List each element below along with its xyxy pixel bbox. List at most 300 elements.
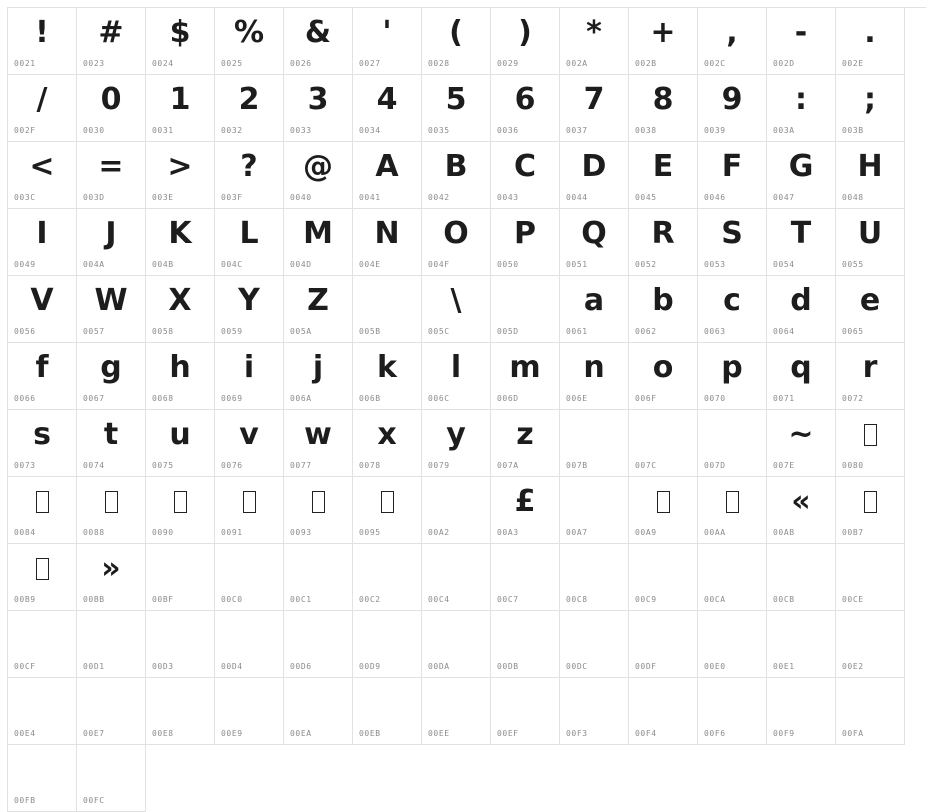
glyph-cell[interactable] (491, 477, 560, 544)
glyph-codepoint-label: 0045 (635, 193, 657, 202)
glyph-codepoint-label: 00A3 (497, 528, 519, 537)
glyph-cell[interactable] (698, 276, 767, 343)
glyph-codepoint-label: 00EE (428, 729, 450, 738)
glyph-preview (77, 680, 145, 726)
glyph-preview: ' (382, 15, 392, 50)
glyph-cell[interactable] (698, 142, 767, 209)
glyph-preview (422, 613, 490, 659)
glyph-cell[interactable] (767, 8, 836, 75)
glyph-preview: Z (307, 283, 329, 318)
glyph-codepoint-label: 00E1 (773, 662, 795, 671)
glyph-cell[interactable] (560, 276, 629, 343)
glyph-cell[interactable] (77, 477, 146, 544)
glyph-cell[interactable] (836, 276, 905, 343)
glyph-codepoint-label: 005A (290, 327, 312, 336)
glyph-codepoint-label: 00E7 (83, 729, 105, 738)
glyph-codepoint-label: 0070 (704, 394, 726, 403)
glyph-cell[interactable] (767, 209, 836, 276)
glyph-codepoint-label: 00F4 (635, 729, 657, 738)
glyph-cell[interactable] (767, 75, 836, 142)
glyph-codepoint-label: 00EA (290, 729, 312, 738)
glyph-codepoint-label: 005D (497, 327, 519, 336)
glyph-cell[interactable] (284, 142, 353, 209)
glyph-codepoint-label: 00C7 (497, 595, 519, 604)
glyph-cell[interactable] (629, 75, 698, 142)
glyph-codepoint-label: 0041 (359, 193, 381, 202)
glyph-preview: e (859, 283, 881, 318)
glyph-cell[interactable] (146, 410, 215, 477)
glyph-preview: & (304, 15, 332, 50)
glyph-cell[interactable] (8, 544, 77, 611)
glyph-codepoint-label: 00F3 (566, 729, 588, 738)
glyph-codepoint-label: 006E (566, 394, 588, 403)
glyph-cell[interactable] (77, 142, 146, 209)
glyph-preview: G (788, 149, 814, 184)
glyph-codepoint-label: 0037 (566, 126, 588, 135)
glyph-cell[interactable] (8, 745, 77, 812)
glyph-cell[interactable] (767, 477, 836, 544)
glyph-preview (77, 747, 145, 793)
glyph-preview (491, 613, 559, 659)
glyph-cell[interactable] (8, 611, 77, 678)
glyph-preview: ( (449, 15, 463, 50)
glyph-preview: t (103, 417, 119, 452)
glyph-codepoint-label: 00BB (83, 595, 105, 604)
glyph-preview: ~ (788, 417, 814, 452)
glyph-preview (629, 613, 697, 659)
glyph-cell[interactable] (698, 544, 767, 611)
glyph-preview: ? (240, 149, 258, 184)
glyph-preview: 4 (376, 82, 398, 117)
glyph-preview (560, 613, 628, 659)
glyph-cell[interactable] (767, 410, 836, 477)
glyph-preview: = (98, 149, 124, 184)
glyph-preview: 1 (169, 82, 191, 117)
glyph-cell[interactable] (560, 142, 629, 209)
glyph-cell[interactable] (77, 745, 146, 812)
glyph-codepoint-label: 00C9 (635, 595, 657, 604)
glyph-preview: I (36, 216, 48, 251)
glyph-preview: J (105, 216, 117, 251)
glyph-cell[interactable] (146, 276, 215, 343)
glyph-codepoint-label: 00AB (773, 528, 795, 537)
glyph-cell[interactable] (8, 343, 77, 410)
glyph-cell[interactable] (8, 8, 77, 75)
glyph-preview: v (239, 417, 259, 452)
glyph-codepoint-label: 0084 (14, 528, 36, 537)
glyph-preview (836, 613, 904, 659)
glyph-cell[interactable] (77, 75, 146, 142)
glyph-cell[interactable] (215, 209, 284, 276)
glyph-codepoint-label: 0065 (842, 327, 864, 336)
glyph-preview: B (444, 149, 468, 184)
glyph-cell[interactable] (353, 343, 422, 410)
glyph-cell[interactable] (767, 142, 836, 209)
glyph-cell[interactable] (146, 477, 215, 544)
glyph-cell[interactable] (698, 343, 767, 410)
glyph-codepoint-label: 00C0 (221, 595, 243, 604)
glyph-cell[interactable] (629, 276, 698, 343)
glyph-cell[interactable] (698, 209, 767, 276)
glyph-cell[interactable] (77, 209, 146, 276)
glyph-codepoint-label: 0054 (773, 260, 795, 269)
glyph-cell[interactable] (77, 410, 146, 477)
glyph-codepoint-label: 00D6 (290, 662, 312, 671)
glyph-cell[interactable] (77, 276, 146, 343)
glyph-codepoint-label: 00D1 (83, 662, 105, 671)
glyph-codepoint-label: 003D (83, 193, 105, 202)
glyph-cell[interactable] (422, 611, 491, 678)
glyph-cell[interactable] (284, 611, 353, 678)
glyph-preview (353, 680, 421, 726)
glyph-preview: c (723, 283, 741, 318)
glyph-codepoint-label: 00E4 (14, 729, 36, 738)
glyph-cell[interactable] (77, 343, 146, 410)
glyph-preview: T (790, 216, 812, 251)
glyph-cell[interactable] (353, 142, 422, 209)
glyph-preview: R (651, 216, 675, 251)
glyph-preview: > (167, 149, 193, 184)
glyph-cell[interactable] (284, 477, 353, 544)
glyph-codepoint-label: 00DB (497, 662, 519, 671)
glyph-codepoint-label: 0058 (152, 327, 174, 336)
glyph-preview (767, 613, 835, 659)
glyph-preview: P (514, 216, 536, 251)
glyph-preview: s (33, 417, 51, 452)
glyph-codepoint-label: 0059 (221, 327, 243, 336)
glyph-preview: d (790, 283, 812, 318)
glyph-preview (8, 546, 76, 592)
glyph-cell[interactable] (8, 477, 77, 544)
glyph-codepoint-label: 00CB (773, 595, 795, 604)
glyph-cell[interactable] (560, 209, 629, 276)
glyph-codepoint-label: 0036 (497, 126, 519, 135)
glyph-preview (146, 546, 214, 592)
glyph-codepoint-label: 0029 (497, 59, 519, 68)
glyph-cell[interactable] (8, 410, 77, 477)
glyph-codepoint-label: 0040 (290, 193, 312, 202)
glyph-codepoint-label: 004F (428, 260, 450, 269)
glyph-preview (146, 613, 214, 659)
glyph-cell[interactable] (491, 343, 560, 410)
glyph-codepoint-label: 0073 (14, 461, 36, 470)
glyph-cell[interactable] (422, 343, 491, 410)
glyph-codepoint-label: 0066 (14, 394, 36, 403)
glyph-cell[interactable] (767, 544, 836, 611)
glyph-preview: < (29, 149, 55, 184)
glyph-codepoint-label: 00E8 (152, 729, 174, 738)
glyph-cell[interactable] (284, 8, 353, 75)
glyph-cell[interactable] (146, 75, 215, 142)
glyph-codepoint-label: 006C (428, 394, 450, 403)
glyph-cell[interactable] (698, 477, 767, 544)
glyph-cell[interactable] (560, 8, 629, 75)
glyph-preview: » (101, 551, 121, 586)
glyph-cell[interactable] (146, 343, 215, 410)
glyph-cell[interactable] (560, 477, 629, 544)
glyph-cell[interactable] (836, 8, 905, 75)
glyph-cell[interactable] (353, 544, 422, 611)
glyph-preview (284, 546, 352, 592)
glyph-codepoint-label: 0055 (842, 260, 864, 269)
glyph-cell[interactable] (284, 209, 353, 276)
glyph-preview: y (446, 417, 466, 452)
glyph-cell[interactable] (836, 477, 905, 544)
glyph-codepoint-label: 00E0 (704, 662, 726, 671)
glyph-cell[interactable] (353, 410, 422, 477)
glyph-codepoint-label: 002E (842, 59, 864, 68)
glyph-cell[interactable] (284, 544, 353, 611)
glyph-cell[interactable] (767, 343, 836, 410)
glyph-codepoint-label: 00DC (566, 662, 588, 671)
glyph-cell[interactable] (353, 75, 422, 142)
glyph-codepoint-label: 00BF (152, 595, 174, 604)
glyph-preview: 8 (652, 82, 674, 117)
glyph-preview (698, 412, 766, 458)
glyph-preview (560, 680, 628, 726)
glyph-preview: r (862, 350, 878, 385)
glyph-cell[interactable] (146, 8, 215, 75)
glyph-codepoint-label: 0046 (704, 193, 726, 202)
glyph-codepoint-label: 0035 (428, 126, 450, 135)
glyph-codepoint-label: 0061 (566, 327, 588, 336)
glyph-codepoint-label: 002A (566, 59, 588, 68)
glyph-preview: U (857, 216, 883, 251)
glyph-cell[interactable] (353, 276, 422, 343)
glyph-cell[interactable] (491, 544, 560, 611)
glyph-cell[interactable] (698, 611, 767, 678)
glyph-cell[interactable] (491, 276, 560, 343)
glyph-cell[interactable] (353, 8, 422, 75)
glyph-codepoint-label: 00C2 (359, 595, 381, 604)
glyph-preview: ! (35, 15, 49, 50)
glyph-cell[interactable] (698, 410, 767, 477)
glyph-cell[interactable] (491, 8, 560, 75)
glyph-cell[interactable] (491, 142, 560, 209)
glyph-codepoint-label: 00FA (842, 729, 864, 738)
glyph-cell[interactable] (284, 276, 353, 343)
glyph-cell[interactable] (422, 544, 491, 611)
glyph-cell[interactable] (215, 142, 284, 209)
glyph-cell[interactable] (146, 611, 215, 678)
glyph-codepoint-label: 0042 (428, 193, 450, 202)
glyph-codepoint-label: 0091 (221, 528, 243, 537)
glyph-cell[interactable] (353, 477, 422, 544)
glyph-cell[interactable] (8, 142, 77, 209)
glyph-preview: K (168, 216, 192, 251)
glyph-cell[interactable] (836, 611, 905, 678)
glyph-cell[interactable] (767, 611, 836, 678)
glyph-cell[interactable] (491, 209, 560, 276)
glyph-codepoint-label: 0077 (290, 461, 312, 470)
glyph-cell[interactable] (422, 477, 491, 544)
glyph-codepoint-label: 007C (635, 461, 657, 470)
glyph-cell[interactable] (629, 343, 698, 410)
glyph-preview: D (581, 149, 607, 184)
glyph-cell[interactable] (215, 276, 284, 343)
glyph-cell[interactable] (146, 142, 215, 209)
glyph-preview (698, 479, 766, 525)
glyph-preview: 3 (307, 82, 329, 117)
glyph-preview (560, 479, 628, 525)
glyph-preview: 2 (238, 82, 260, 117)
glyph-cell[interactable] (491, 75, 560, 142)
glyph-cell[interactable] (215, 477, 284, 544)
glyph-preview: Y (238, 283, 260, 318)
glyph-cell[interactable] (836, 75, 905, 142)
glyph-cell[interactable] (560, 410, 629, 477)
glyph-preview (284, 613, 352, 659)
glyph-cell[interactable] (836, 209, 905, 276)
glyph-preview (767, 680, 835, 726)
glyph-codepoint-label: 007D (704, 461, 726, 470)
glyph-cell[interactable] (215, 611, 284, 678)
glyph-preview: : (795, 82, 807, 117)
glyph-preview: ) (518, 15, 532, 50)
glyph-codepoint-label: 0038 (635, 126, 657, 135)
glyph-cell[interactable] (491, 611, 560, 678)
glyph-cell[interactable] (698, 8, 767, 75)
glyph-codepoint-label: 003F (221, 193, 243, 202)
glyph-cell[interactable] (836, 343, 905, 410)
glyph-cell[interactable] (77, 611, 146, 678)
glyph-cell[interactable] (146, 544, 215, 611)
glyph-preview: A (375, 149, 399, 184)
glyph-preview: + (650, 15, 676, 50)
glyph-cell[interactable] (353, 611, 422, 678)
glyph-cell[interactable] (422, 75, 491, 142)
glyph-cell[interactable] (629, 209, 698, 276)
glyph-codepoint-label: 00B9 (14, 595, 36, 604)
glyph-cell[interactable] (353, 209, 422, 276)
glyph-cell[interactable] (8, 276, 77, 343)
glyph-cell[interactable] (284, 75, 353, 142)
glyph-preview: p (721, 350, 743, 385)
glyph-preview: , (726, 15, 738, 50)
glyph-codepoint-label: 0050 (497, 260, 519, 269)
glyph-cell[interactable] (422, 142, 491, 209)
glyph-preview: O (443, 216, 469, 251)
glyph-cell[interactable] (836, 142, 905, 209)
glyph-codepoint-label: 0064 (773, 327, 795, 336)
glyph-cell[interactable] (215, 410, 284, 477)
glyph-cell[interactable] (215, 343, 284, 410)
glyph-preview: C (513, 149, 537, 184)
glyph-codepoint-label: 0028 (428, 59, 450, 68)
glyph-codepoint-label: 00DF (635, 662, 657, 671)
glyph-preview (629, 412, 697, 458)
glyph-codepoint-label: 0049 (14, 260, 36, 269)
glyph-codepoint-label: 007E (773, 461, 795, 470)
glyph-preview (560, 546, 628, 592)
glyph-cell[interactable] (560, 611, 629, 678)
glyph-preview (353, 613, 421, 659)
glyph-preview: k (377, 350, 397, 385)
glyph-codepoint-label: 00C1 (290, 595, 312, 604)
glyph-cell[interactable] (836, 410, 905, 477)
glyph-codepoint-label: 0053 (704, 260, 726, 269)
glyph-codepoint-label: 0071 (773, 394, 795, 403)
glyph-codepoint-label: 0021 (14, 59, 36, 68)
glyph-cell[interactable] (836, 544, 905, 611)
glyph-cell[interactable] (629, 611, 698, 678)
glyph-codepoint-label: 00A7 (566, 528, 588, 537)
glyph-codepoint-label: 0047 (773, 193, 795, 202)
glyph-cell[interactable] (767, 276, 836, 343)
glyph-codepoint-label: 002B (635, 59, 657, 68)
glyph-codepoint-label: 004C (221, 260, 243, 269)
glyph-codepoint-label: 00DA (428, 662, 450, 671)
glyph-cell[interactable] (77, 8, 146, 75)
glyph-cell[interactable] (560, 343, 629, 410)
glyph-cell[interactable] (422, 8, 491, 75)
glyph-preview (353, 278, 421, 324)
glyph-cell[interactable] (422, 410, 491, 477)
glyph-preview (491, 278, 559, 324)
glyph-codepoint-label: 0072 (842, 394, 864, 403)
glyph-cell[interactable] (629, 544, 698, 611)
glyph-codepoint-label: 003C (14, 193, 36, 202)
glyph-preview: g (100, 350, 122, 385)
glyph-cell[interactable] (77, 544, 146, 611)
glyph-cell[interactable] (629, 142, 698, 209)
glyph-codepoint-label: 002F (14, 126, 36, 135)
glyph-codepoint-label: 006B (359, 394, 381, 403)
glyph-cell[interactable] (8, 75, 77, 142)
glyph-codepoint-label: 0051 (566, 260, 588, 269)
glyph-codepoint-label: 0093 (290, 528, 312, 537)
glyph-preview (146, 479, 214, 525)
glyph-cell[interactable] (215, 75, 284, 142)
glyph-cell[interactable] (8, 209, 77, 276)
glyph-preview (8, 747, 76, 793)
glyph-codepoint-label: 007B (566, 461, 588, 470)
glyph-cell[interactable] (698, 75, 767, 142)
glyph-preview: a (583, 283, 605, 318)
glyph-cell[interactable] (560, 75, 629, 142)
glyph-cell[interactable] (422, 209, 491, 276)
glyph-codepoint-label: 0076 (221, 461, 243, 470)
glyph-codepoint-label: 003E (152, 193, 174, 202)
glyph-preview (422, 479, 490, 525)
glyph-cell[interactable] (560, 544, 629, 611)
glyph-cell[interactable] (629, 410, 698, 477)
glyph-preview: % (233, 15, 265, 50)
glyph-preview: H (857, 149, 883, 184)
glyph-cell[interactable] (422, 276, 491, 343)
glyph-cell[interactable] (215, 544, 284, 611)
glyph-cell[interactable] (284, 343, 353, 410)
glyph-cell[interactable] (629, 477, 698, 544)
glyph-codepoint-label: 0078 (359, 461, 381, 470)
glyph-cell[interactable] (284, 410, 353, 477)
glyph-cell[interactable] (629, 8, 698, 75)
glyph-preview (836, 412, 904, 458)
glyph-preview (422, 680, 490, 726)
glyph-preview: W (94, 283, 128, 318)
glyph-codepoint-label: 004B (152, 260, 174, 269)
glyph-cell[interactable] (491, 410, 560, 477)
glyph-cell[interactable] (146, 209, 215, 276)
glyph-codepoint-label: 00B7 (842, 528, 864, 537)
glyph-cell[interactable] (215, 8, 284, 75)
glyph-codepoint-label: 006F (635, 394, 657, 403)
glyph-preview (767, 546, 835, 592)
glyph-codepoint-label: 0095 (359, 528, 381, 537)
glyph-codepoint-label: 00EF (497, 729, 519, 738)
glyph-preview: L (239, 216, 259, 251)
glyph-preview: V (30, 283, 54, 318)
